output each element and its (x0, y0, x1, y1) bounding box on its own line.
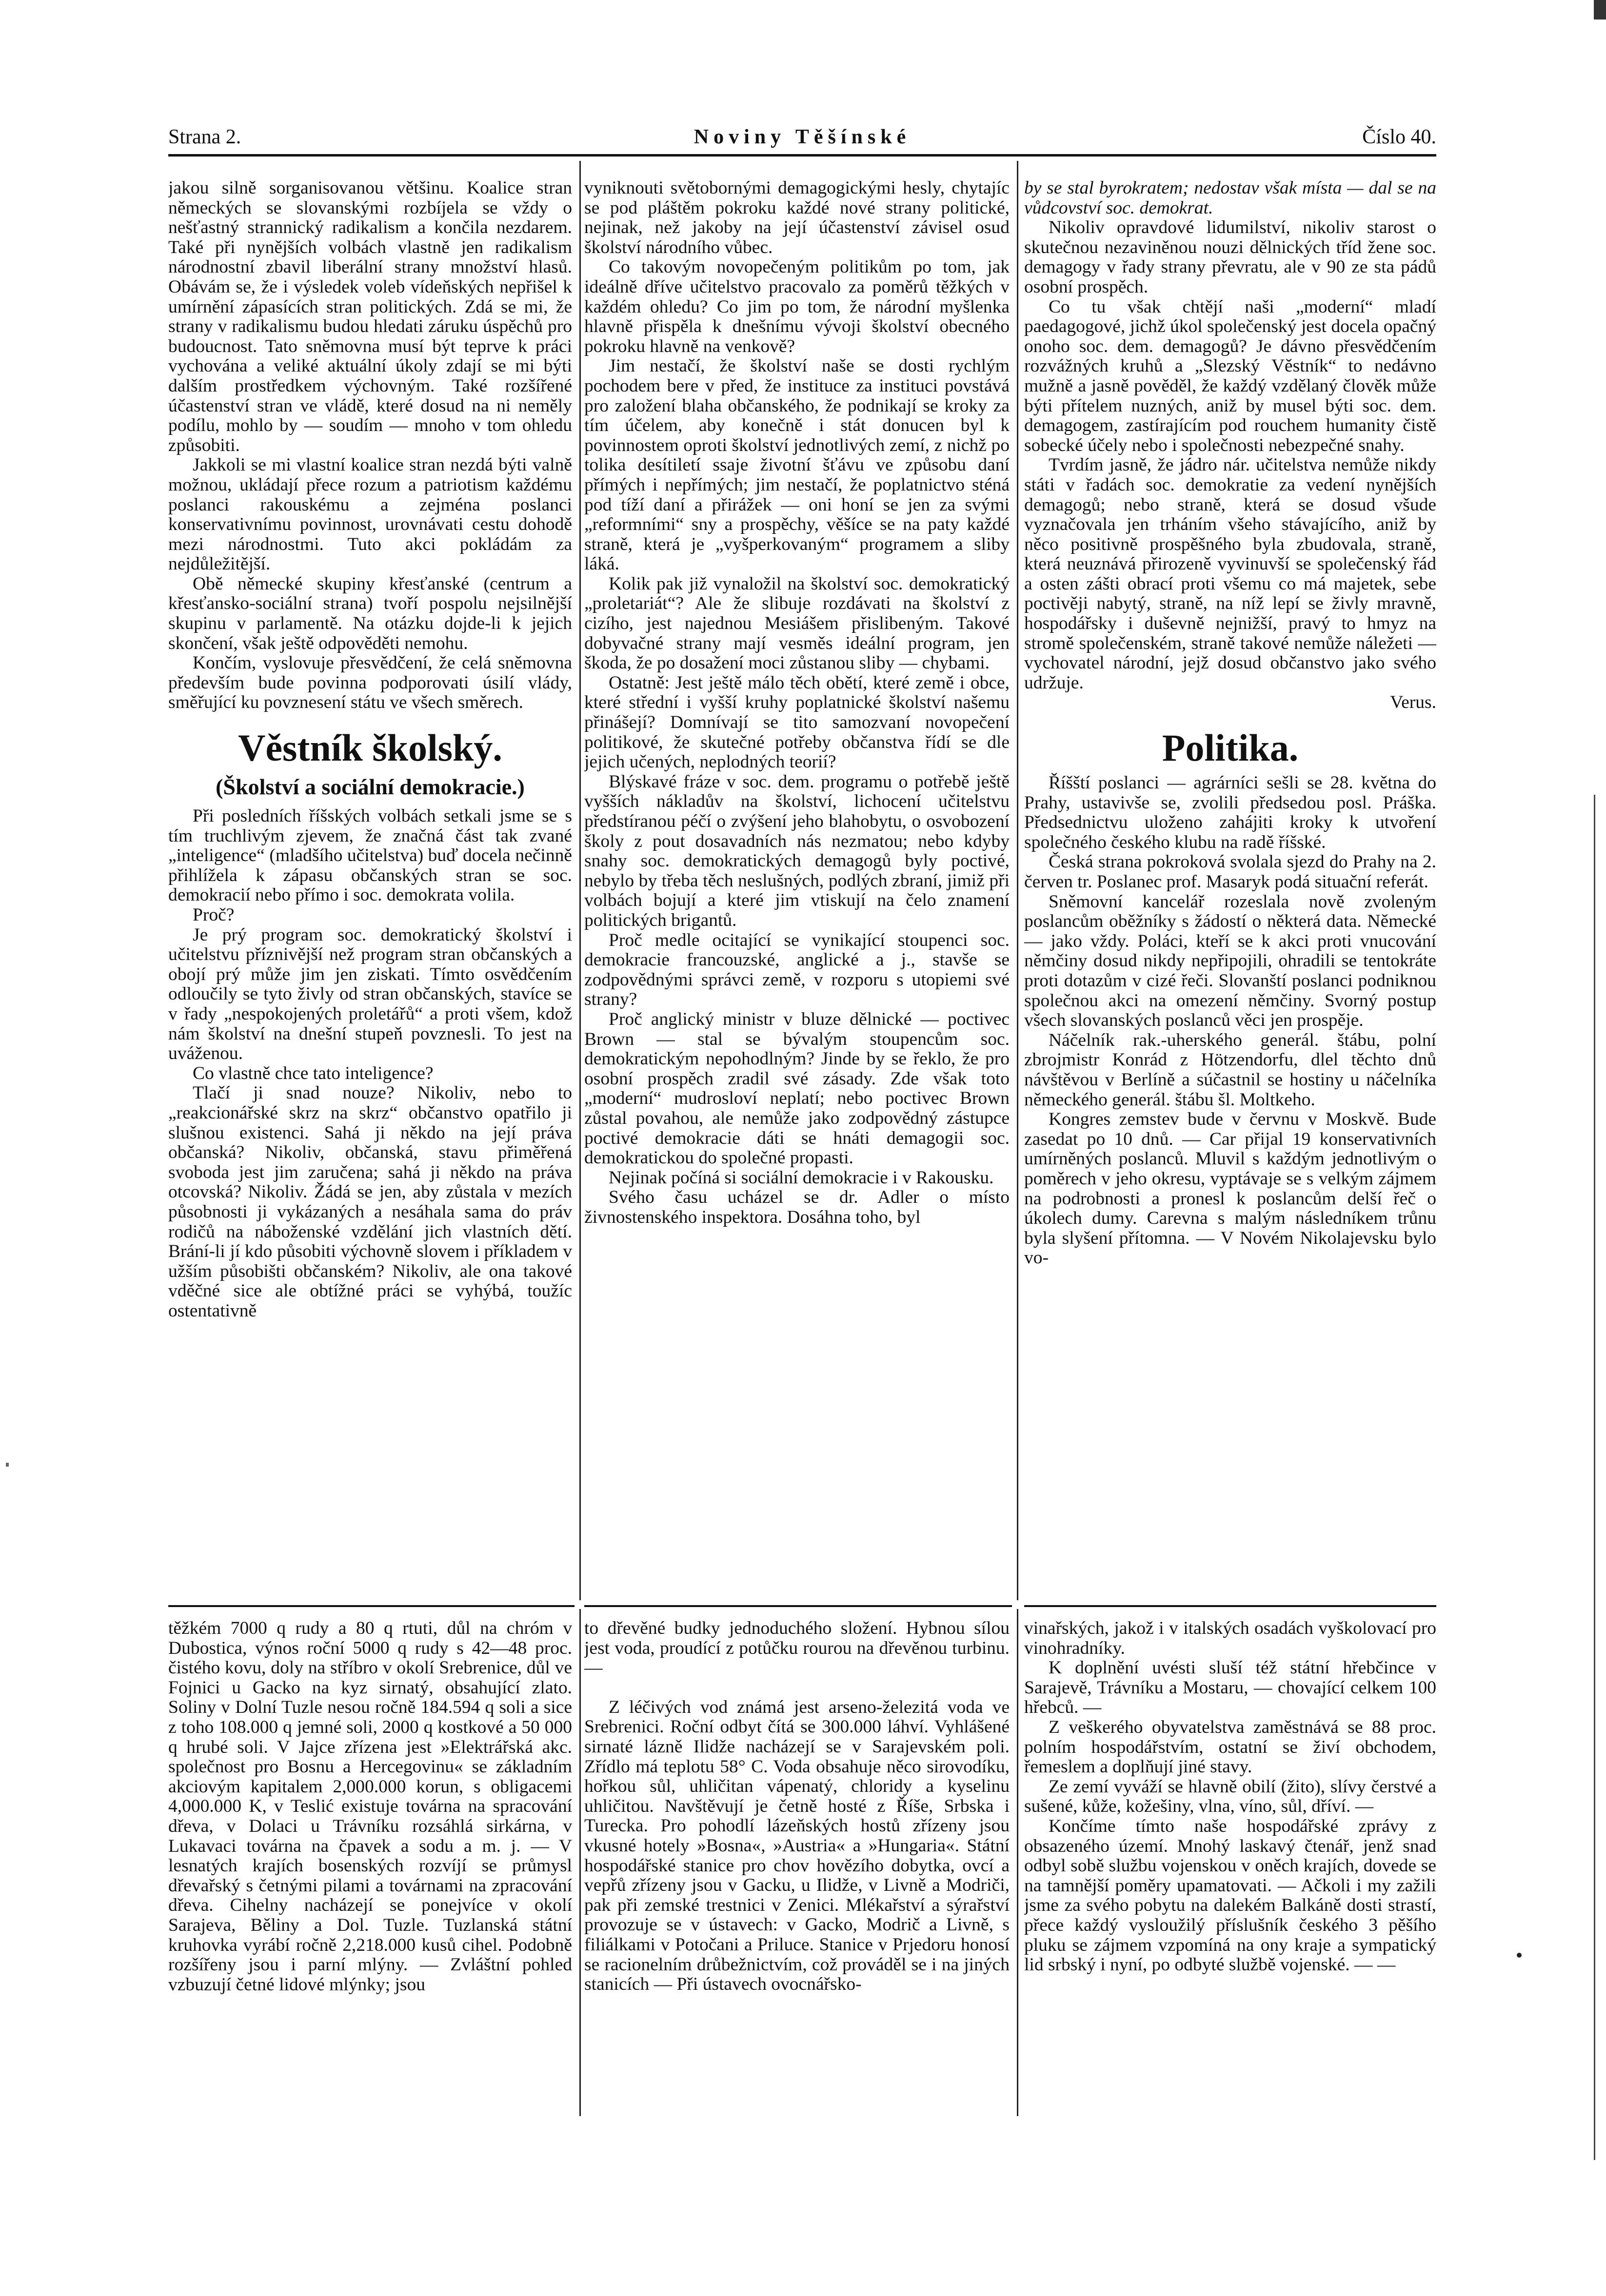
scan-dust (6, 1463, 9, 1467)
paragraph: K doplnění uvésti sluší též státní hřebčince v Sarajevě, Trávníku a Mostaru, — chovající celkem 100 hřebců. — (1024, 1658, 1436, 1718)
paragraph: Při posledních říšských volbách setkali jsme se s tím truchlivým zjevem, že značná část tak zvané „inteligence“ (mladšího učitelstva) buď docela nečinně přihlížela k zápasu občanských stran se soc. demokracií nebo přímo i soc. demokrata volila. (168, 806, 572, 905)
page-number: Strana 2. (168, 126, 241, 148)
paragraph: Kongres zemstev bude v červnu v Moskvě. Bude zasedat po 10 dnů. — Car přijal 19 konservativních umírněných poslanců. Mluvil s každým jednotlivým o poměrech v jeho okresu, vyptávaje se s velkým zájmem na podrobnosti a pronesl k poslancům delší řeč o úkolech dumy. Carevna s malým následníkem trůnu byla slyšení přítomna. — V Novém Nikolajevsku bylo vo- (1024, 1109, 1436, 1268)
paragraph: Sněmovní kancelář rozeslala nově zvoleným poslancům oběžníky s žádostí o některá data. Německé — jako vždy. Poláci, kteří se k akci proti vnucování němčiny dosud nikdy nepřipojili, ohradili se tentokráte proti dotazům v cizé řeči. Slovanští poslanci podniknou společnou akci na omezení němčiny. Svorný postup všech slovanských poslanců věci jen prospěje. (1024, 891, 1436, 1031)
section-divider (168, 1605, 575, 1607)
paragraph: Jim nestačí, že školství naše se dosti rychlým pochodem bere v před, že instituce za instituci povstává pro založení blaha občanského, že podnikají se kroky za tím účelem, aby konečně i stát donucen byl k povinnostem oproti školství jednotlivých zemí, z nichž po tolika desítiletí ssaje životní šťávu ve způsobu daní přímých i nepřímých; jim nestačí, že poplatnictvo sténá pod tíží daní a přirážek — oni honí se jen za svými „reformními“ sny a prospěchy, věšíce se na paty každé straně, která je „vyšperkovaným“ programem a sliby láká. (584, 356, 1010, 574)
paragraph: Kolik pak již vynaložil na školství soc. demokratický „proletariát“? Ale že slibuje rozdávati na školství z cizího, jest najednou Mesiášem přislibeným. Takové dobyvačné strany mají vesměs ideální program, jen škoda, že po dosažení moci zůstanou sliby — chybami. (584, 573, 1010, 673)
scan-edge-line (1594, 795, 1595, 2160)
scan-edge-mark (1594, 0, 1606, 20)
bottom-column-1 (168, 1619, 572, 2119)
section-title-politika: Politika. (1162, 726, 1299, 769)
section-title-vestnik-skolsky: Věstník školský. (238, 726, 502, 769)
bottom-column-2 (584, 1619, 1010, 2119)
paragraph: vinařských, jakož i v italských osadách vyškolovací pro vinohradníky. (1024, 1619, 1436, 1658)
paragraph: Tvrdím jasně, že jádro nár. učitelstva nemůže nikdy státi v řadách soc. demokratie za vedení nynějších demagogů; nebo straně, která se dosud všude vyznačovala jen trháním všeho stávajícího, aniž by něco positivně prospěšného byla zbudovala, straně, která neuznává přirozeně vyvinuvší se společenský řád a osten zášti obrací proti všemu co má majetek, sebe poctivěji nabytý, straně, na níž lepí se živly mravně, hospodářsky i duševně nejnižší, pravý to hmyz na stromě společenském, straně takové nemůže náležeti — vychovatel národní, jejž dosud občanstvo jako svého udržuje. (1024, 455, 1436, 693)
paragraph: Co tu však chtějí naši „moderní“ mladí paedagogové, jichž úkol společenský jest docela opačný onoho soc. dem. demagogů? Je dávno přesvědčením rozvážných kruhů a „Slezský Věstník“ to nedávno mužně a jasně pověděl, že každý vzdělaný člověk může býti přítelem nuzných, aniž by musel býti soc. dem. demagogem, zastírajícím pod rouchem humanity čistě sobecké účely nebo i společnosti nebezpečné snahy. (1024, 296, 1436, 455)
column-2 (584, 178, 1010, 1602)
column-divider (579, 161, 581, 1600)
paragraph: Náčelník rak.-uherského generál. štábu, polní zbrojmistr Konrád z Hötzendorfu, dlel těchto dnů návštěvou v Berlíně a súčastnil se hostiny u náčelníka německého generál. štábu šl. Moltkeho. (1024, 1030, 1436, 1110)
paragraph: Co vlastně chce tato inteligence? (193, 1063, 434, 1083)
paragraph: Z léčivých vod známá jest arseno-železitá voda ve Srebrenici. Roční odbyt čítá se 300.000 láhví. Vyhlášené sirnaté lázně Ilidže nacházejí se v Sarajevském poli. Zřídlo má teplotu 58° C. Voda obsahuje něco sirovodíku, hořkou sůl, uhličitan vápenatý, chloridy a kyselinu uhličitou. Navštěvují je četně hosté z Říše, Srbska i Turecka. Pro pohodlí lázeňských hostů zřízeny jsou vkusné hotely »Bosna«, »Austria« a »Hungaria«. Státní hospodářské stanice pro chov hovězího dobytka, ovcí a vepřů zřízeny jsou v Gacku, u Ilidže, v Livně a Modriči, pak při zemské trestnici v Zenici. Mlékařství a sýrařství provozuje se v ústavech: v Gacko, Modrič a Livně, s filiálkami v Potočani a Priluce. Stanice v Prjedoru honosí se racionelním drůbežnictvím, což prováděl se i na jiných stanicích — Při ústavech ovocnářsko- (584, 1697, 1010, 1995)
author-signature: Verus. (1390, 692, 1436, 713)
column-3 (1024, 178, 1436, 1602)
bottom-column-3 (1024, 1619, 1436, 2119)
newspaper-title: Noviny Těšínské (694, 126, 911, 148)
section-divider (584, 1605, 1012, 1607)
paragraph: by se stal byrokratem; nedostav však místa — dal se na vůdcovství soc. demokrat. (1024, 178, 1436, 218)
scan-dust (1517, 1953, 1522, 1958)
paragraph: jakou silně sorganisovanou většinu. Koalice stran německých se slovanskými rozbíjela se vždy o nešťastný strannický radikalism a končila nezdarem. Také při nynějších volbách vlastně jen radikalism národnostní zbavil liberální strany množství hlasů. Obávám se, že i výsledek voleb vídeňských nepřišel k umírnění zápasících stran politických. Zdá se mi, že strany v radikalismu budou hledati záruku úspěchů pro budoucnost. Tato sněmovna musí být teprve k práci vychována a veliké aktuální úkoly zdají se mi býti dalším prostředkem výchovným. Také rozšířené účastenství stran ve vládě, které dosud na ni neměly podílu, mohlo by — soudím — mnoho v tom ohledu způsobiti. (168, 178, 572, 455)
section-subtitle: (Školství a sociální demokracie.) (216, 774, 525, 800)
header-rule (168, 154, 1436, 157)
paragraph: Proč? (193, 905, 235, 925)
page-header (168, 125, 1436, 149)
paragraph: Nikoliv opravdové lidumilství, nikoliv starost o skutečnou nezaviněnou nouzi dělnických tříd žene soc. demagogy v řady strany převratu, ale v 90 ze sta pádů osobní prospěch. (1024, 217, 1436, 297)
paragraph: těžkém 7000 q rudy a 80 q rtuti, důl na chróm v Dubostica, výnos roční 5000 q rudy s 42—48 proc. čistého kovu, doly na stříbro v okolí Srebrenice, důl ve Fojnici u Gacko na kyz sirnatý, obsahující zlato. Soliny v Dolní Tuzle nesou ročně 184.594 q soli a sice z toho 108.000 q jemné soli, 2000 q kostkové a 50 000 q hrubé soli. V Jajce zřízena jest »Elektrářská akc. společnost pro Bosnu a Hercegovinu« se základním akciovým kapitalem 2,000.000 korun, s obligacemi 4,000.000 K, v Teslić existuje továrna na spracování dřeva, v Dolaci u Trávníku rozsáhlá sirkárna, v Lukavaci továrna na čpavek a sodu a m. j. — V lesnatých krajích bosenských rozvíjí se průmysl dřevařský s četnými pilami a továrnami na zpracování dřeva. Cihelny nacházejí se ponejvíce v okolí Sarajeva, Běliny a Dol. Tuzle. Tuzlanská státní kruhovka vyrábí ročně 2,218.000 kusů cihel. Podobně rozšířeny jsou i parní mlýny. — Zvláštní pohled vzbuzují četné lidové mlýnky; jsou (168, 1619, 572, 1995)
paragraph: Končíme tímto naše hospodářské zprávy z obsazeného území. Mnohý laskavý čtenář, jenž snad odbyl sobě službu vojenskou v oněch krajích, dovede se na tamnější poměry upamatovati. — Ačkoli i my zažili jsme za svého pobytu na dalekém Balkáně dosti strastí, přece každý vysloužilý příslušník českého 3 pěšího pluku se zájmem vzpomíná na ony kraje a sympatický lid srbský i nyní, po odbyté službě vojenské. — — (1024, 1816, 1436, 1975)
paragraph: Proč anglický ministr v bluze dělnické — poctivec Brown — stal se bývalým stoupencům soc. demokratickým nepohodlným? Jinde by se řeklo, že pro osobní prospěch zradil své zásady. Zde však toto „moderní“ mudrosloví neplatí; nebo poctivec Brown zůstal povahou, ale nemůže jako zodpovědný zástupce poctivé demokracie dáti se hnáti demagogii soc. demokratickou do společné propasti. (584, 1009, 1010, 1168)
paragraph: Co takovým novopečeným politikům po tom, jak ideálně dříve učitelstvo pracovalo za poměrů těžkých v každém ohledu? Co jim po tom, že národní myšlenka hlavně přispěla k dnešnímu vývoji školství obecného pokroku hlavně na venkově? (584, 257, 1010, 356)
paragraph: Jakkoli se mi vlastní koalice stran nezdá býti valně možnou, ukládají přece rozum a patriotism každému poslanci rakouskému a zejména poslanci konservativnímu povinnost, urovnávati cestu dohodě mezi národnostmi. Tuto akci pokládám za nejdůležitější. (168, 455, 572, 574)
section-divider (1024, 1605, 1436, 1607)
paragraph: Končím, vyslovuje přesvědčení, že celá sněmovna především bude povinna podporovati úsilí vlády, směřující ku povznesení státu ve všech směrech. (168, 653, 572, 713)
column-1 (168, 178, 572, 1602)
paragraph: Obě německé skupiny křesťanské (centrum a křesťansko-sociální strana) tvoří pospolu nejsilnější skupinu v parlamentě. Na otázku dojde-li k jejich skončení, však ještě odpověděti nemohu. (168, 573, 572, 653)
column-divider (1017, 1609, 1018, 2116)
paragraph: vyniknouti světobornými demagogickými hesly, chytajíc se pod pláštěm pokroku každé nové strany politické, nejinak, než jakoby na její účastenství závisel osud školství národního vůbec. (584, 178, 1010, 257)
paragraph: Svého času ucházel se dr. Adler o místo živnostenského inspektora. Dosáhna toho, byl (584, 1187, 1010, 1227)
paragraph: Ostatně: Jest ještě málo těch obětí, které země i obce, které střední i vyšší kruhy poplatnické školství našemu přinášejí? Domnívají se tito samozvaní novopečení politikové, že skutečné potřeby občanstva řídí se dle jejich učených, neplodných teorií? (584, 672, 1010, 772)
paragraph: Tlačí ji snad nouze? Nikoliv, nebo to „reakcionářské skrz na skrz“ občanstvo opatřilo ji slušnou existenci. Sahá ji někdo na její práva občanská? Nikoliv, občanská, stavu přiměřená svoboda jest jim zaručena; sahá ji někdo na práva otcovská? Nikoliv. Žádá se jen, aby zůstala v mezích působnosti ji vykázaných a nesáhala sama do práv rodičů na náboženské vzdělání jich vlastních dětí. Brání-li jí kdo působiti výchovně slovem i příkladem v užším působišti občanském? Nikoliv, ale ona takové vděčné sice ale obtížné práci se vyhýbá, toužíc ostentativně (168, 1083, 572, 1321)
paragraph: Nejinak počíná si sociální demokracie i v Rakousku. (609, 1167, 994, 1188)
column-divider (579, 1609, 581, 2116)
paragraph: Blýskavé fráze v soc. dem. programu o potřebě ještě vyšších nákladův na školství, lichocení učitelstvu předstíranou péčí o zvýšení jeho blahobytu, o osvobození školy z pout dosavadních nás nezmatou; nebo kdyby snahy soc. demokratických demagogů byly poctivé, nebylo by třeba těch neslušných, podlých zbraní, jimiž při volbách bojují a které jim vtiskují na čelo znamení politických brigantů. (584, 771, 1010, 930)
paragraph: Říšští poslanci — agrárníci sešli se 28. května do Prahy, ustavivše se, zvolili předsedou posl. Práška. Předsednictvu uloženo zahájiti kroky k utvoření společného českého klubu na radě říšské. (1024, 773, 1436, 852)
paragraph: Je prý program soc. demokratický školství i učitelstvu příznivější než program stran občanských a obojí prý může jim jen ziskati. Tímto osvědčením odloučily se tyto živly od stran občanských, stavíce se v řady „nespokojených proletářů“ a proti všem, kdož nám školství na dnešní stupeň povznesli. To jest na uváženou. (168, 924, 572, 1064)
paragraph: Česká strana pokroková svolala sjezd do Prahy na 2. červen tr. Poslanec prof. Masaryk podá situační referát. (1024, 852, 1436, 892)
paragraph: Ze zemí vyváží se hlavně obilí (žito), slívy čerstvé a sušené, kůže, kožešiny, vlna, víno, sůl, dříví. — (1024, 1776, 1436, 1817)
issue-number: Číslo 40. (1362, 126, 1436, 148)
paragraph: Proč medle ocitající se vynikající stoupenci soc. demokracie francouzské, anglické a j., stavše se zodpovědnými správci země, v rozporu s utopiemi své strany? (584, 930, 1010, 1010)
paragraph: to dřevěné budky jednoduchého složení. Hybnou sílou jest voda, proudící z potůčku rourou na dřevěnou turbinu. — (584, 1619, 1010, 1678)
column-divider (1017, 161, 1018, 1600)
paragraph: Z veškerého obyvatelstva zaměstnává se 88 proc. polním hospodářstvím, ostatní se živí obchodem, řemeslem a doplňují jiné stavy. (1024, 1717, 1436, 1777)
